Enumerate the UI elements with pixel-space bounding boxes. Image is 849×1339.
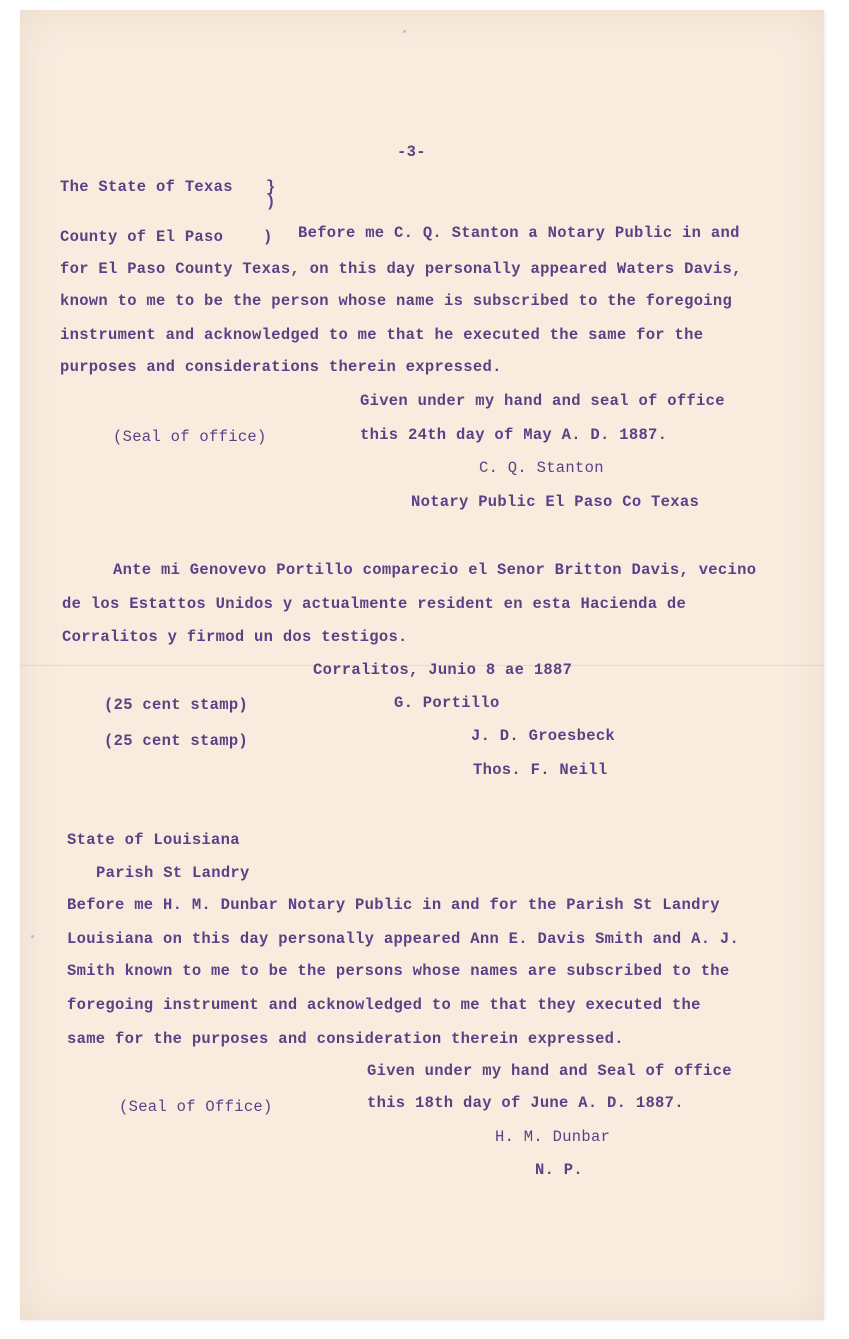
mexico-place-date: Corralitos, Junio 8 ae 1887 xyxy=(313,661,573,679)
texas-notary-signature: C. Q. Stanton xyxy=(479,459,604,477)
texas-body-line-3: known to me to be the person whose name is subscribed to the foregoing xyxy=(60,292,733,310)
louisiana-body-line-4: foregoing instrument and acknowledged to me that they executed the xyxy=(67,996,701,1014)
mexico-stamp-2: (25 cent stamp) xyxy=(104,732,249,750)
texas-body-line-4: instrument and acknowledged to me that he executed the same for the xyxy=(60,326,704,344)
louisiana-notary-signature: H. M. Dunbar xyxy=(495,1128,611,1146)
paper-speck xyxy=(403,30,406,33)
louisiana-body-line-1: Before me H. M. Dunbar Notary Public in and for the Parish St Landry xyxy=(67,896,720,914)
mexico-body-line-1: Ante mi Genovevo Portillo comparecio el Senor Britton Davis, vecino xyxy=(113,561,757,579)
texas-date-line: this 24th day of May A. D. 1887. xyxy=(360,426,668,444)
louisiana-parish-heading: Parish St Landry xyxy=(96,864,250,882)
mexico-stamp-1: (25 cent stamp) xyxy=(104,696,249,714)
texas-county: County of El Paso xyxy=(60,228,224,246)
louisiana-notary-title: N. P. xyxy=(535,1161,584,1179)
louisiana-given-line: Given under my hand and Seal of office xyxy=(367,1062,732,1080)
mexico-body-line-2: de los Estattos Unidos y actualmente resident en esta Hacienda de xyxy=(62,595,687,613)
mexico-witness-1: J. D. Groesbeck xyxy=(471,727,616,745)
paper-speck xyxy=(31,935,34,938)
mexico-witness-2: Thos. F. Neill xyxy=(473,761,608,779)
texas-state-heading: The State of Texas xyxy=(60,178,233,196)
texas-given-line: Given under my hand and seal of office xyxy=(360,392,725,410)
texas-brace: } xyxy=(266,178,276,196)
texas-seal-label: (Seal of office) xyxy=(113,428,267,446)
texas-county-paren: ) xyxy=(263,228,273,246)
louisiana-body-line-5: same for the purposes and consideration therein expressed. xyxy=(67,1030,624,1048)
texas-brace-lower: ) xyxy=(266,193,276,211)
louisiana-seal-label: (Seal of Office) xyxy=(119,1098,273,1116)
louisiana-date-line: this 18th day of June A. D. 1887. xyxy=(367,1094,684,1112)
texas-body-line-5: purposes and considerations therein expressed. xyxy=(60,358,502,376)
texas-body-line-2: for El Paso County Texas, on this day personally appeared Waters Davis, xyxy=(60,260,742,278)
texas-notary-title: Notary Public El Paso Co Texas xyxy=(411,493,700,511)
louisiana-body-line-2: Louisiana on this day personally appeared Ann E. Davis Smith and A. J. xyxy=(67,930,740,948)
mexico-signer: G. Portillo xyxy=(394,694,500,712)
louisiana-state-heading: State of Louisiana xyxy=(67,831,240,849)
louisiana-body-line-3: Smith known to me to be the persons whose names are subscribed to the xyxy=(67,962,730,980)
texas-body-line-1: Before me C. Q. Stanton a Notary Public in and xyxy=(298,224,740,242)
page-number: -3- xyxy=(397,143,426,161)
mexico-body-line-3: Corralitos y firmod un dos testigos. xyxy=(62,628,408,646)
